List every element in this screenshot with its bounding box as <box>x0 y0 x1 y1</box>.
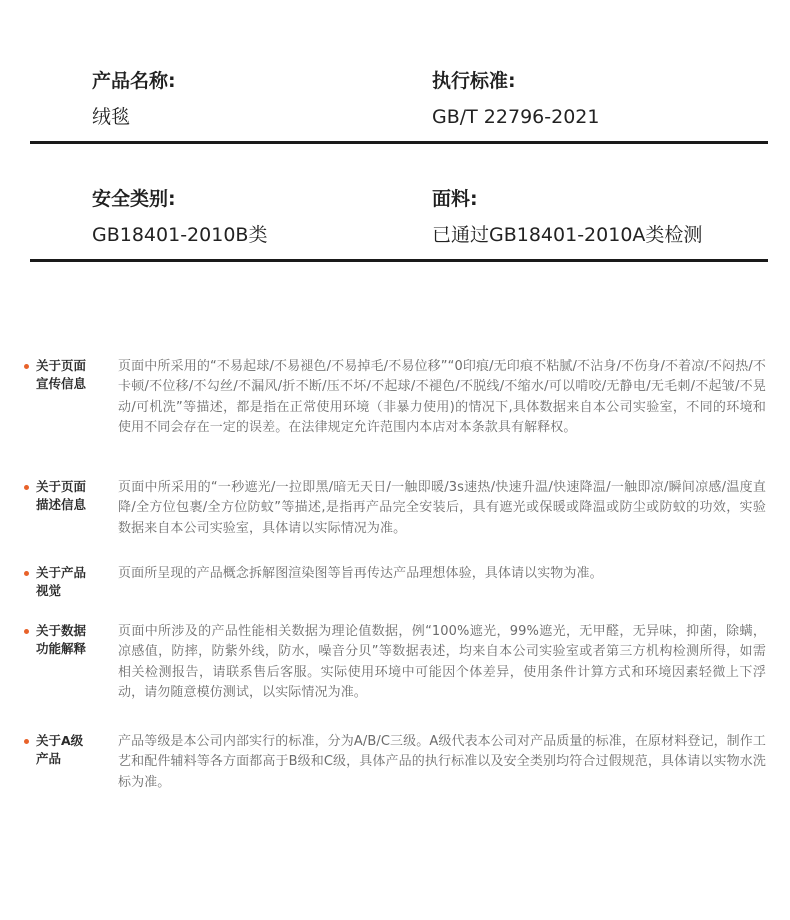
product-name-value: 绒毯 <box>92 106 131 128</box>
standard-cell <box>432 66 599 132</box>
note-title-line2: 产品 <box>36 751 62 766</box>
note-title-line2: 宣传信息 <box>36 376 87 391</box>
note-body: 页面中所涉及的产品性能相关数据为理论值数据，例“100%遮光，99%遮光，无甲醛，无异味，抑菌，除螨，凉感值，防摔，防紫外线，防水，噪音分贝”等数据表述，均来自本公司实验室或者第三方机构检测所得，如需相关检测报告，请联系售后客服。实际使用环境中可能因个体差异，使用条件计算方式和环境因素轻微上下浮动，请勿随意模仿测试，以实际情况为准。 <box>118 624 766 700</box>
note-title-line2: 功能解释 <box>36 641 87 656</box>
bullet-dot-icon <box>24 739 29 744</box>
note-body: 页面中所采用的“不易起球/不易褪色/不易掉毛/不易位移”“0印痕/无印痕不粘腻/不沾身/不伤身/不着凉/不闷热/不卡顿/不位移/不勾丝/不漏风/折不断/压不坏/不起球/不褪色/不脱线/不缩水/可以啃咬/无静电/无毛刺/不起皱/不晃动/可机洗”等描述，都是指在正常使用环境（非暴力使用)的情况下,具体数据来自本公司实验室，不同的环境和使用不同会存在一定的误差。在法律规定允许范围内本店对本条款具有解释权。 <box>118 359 766 435</box>
note-title-line1: 关于A级 <box>36 733 84 748</box>
note-description-info <box>24 478 766 539</box>
note-grade-a <box>24 732 766 793</box>
note-promo-info <box>24 357 766 438</box>
safety-value: GB18401-2010B类 <box>92 224 268 246</box>
spec-row-1 <box>30 66 768 144</box>
fabric-label: 面料: <box>432 188 478 210</box>
note-heading <box>24 732 118 793</box>
note-heading <box>24 564 118 600</box>
product-name-cell <box>92 66 176 132</box>
note-title-line1: 关于页面 <box>36 479 87 494</box>
fabric-cell <box>432 184 702 250</box>
note-body: 产品等级是本公司内部实行的标准，分为A/B/C三级。A级代表本公司对产品质量的标准，在原材料登记，制作工艺和配件辅料等各方面都高于B级和C级，具体产品的执行标准以及安全类别均符合过假规范，具体请以实物水洗标为准。 <box>118 734 766 790</box>
note-heading <box>24 622 118 703</box>
note-heading <box>24 357 118 438</box>
note-title-line2: 视觉 <box>36 583 62 598</box>
bullet-dot-icon <box>24 571 29 576</box>
note-data-function <box>24 622 766 703</box>
standard-value: GB/T 22796-2021 <box>432 106 600 128</box>
product-name-label: 产品名称: <box>92 70 176 92</box>
fabric-value: 已通过GB18401-2010A类检测 <box>432 224 703 246</box>
standard-label: 执行标准: <box>432 70 516 92</box>
note-product-visual <box>24 564 766 600</box>
safety-label: 安全类别: <box>92 188 176 210</box>
note-title-line1: 关于产品 <box>36 565 87 580</box>
safety-cell <box>92 184 267 250</box>
note-title-line2: 描述信息 <box>36 497 87 512</box>
spec-row-2 <box>30 184 768 262</box>
bullet-dot-icon <box>24 485 29 490</box>
note-heading <box>24 478 118 539</box>
note-body: 页面中所采用的“一秒遮光/一拉即黑/暗无天日/一触即暖/3s速热/快速升温/快速降温/一触即凉/瞬间凉感/温度直降/全方位包裹/全方位防蚊”等描述,是指再产品完全安装后，具有遮光或保暖或降温或防尘或防蚊的功效，实验数据来自本公司实验室，具体请以实际情况为准。 <box>118 480 766 536</box>
note-body: 页面所呈现的产品概念拆解图渲染图等旨再传达产品理想体验，具体请以实物为准。 <box>118 566 603 581</box>
bullet-dot-icon <box>24 629 29 634</box>
note-title-line1: 关于页面 <box>36 358 87 373</box>
bullet-dot-icon <box>24 364 29 369</box>
note-title-line1: 关于数据 <box>36 623 87 638</box>
